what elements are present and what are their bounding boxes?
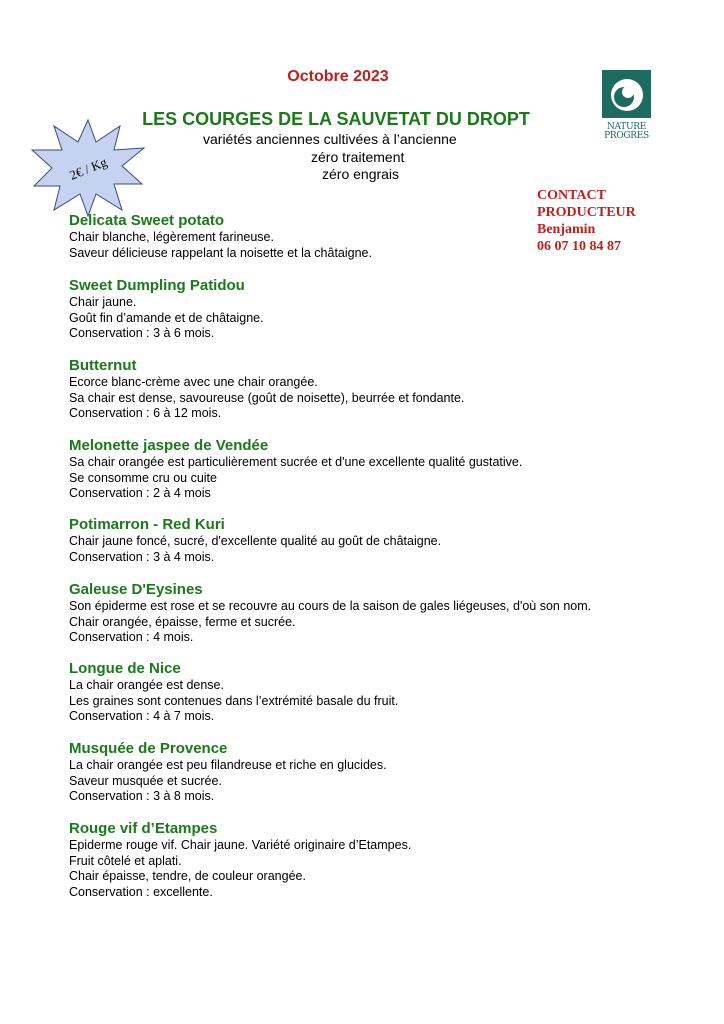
variety-line: Ecorce blanc-crème avec une chair orangée. xyxy=(69,375,318,389)
page-date: Octobre 2023 xyxy=(287,68,389,85)
variety-galeuse xyxy=(69,580,689,646)
variety-line: Les graines sont contenues dans l’extrémité basale du fruit. xyxy=(69,693,399,708)
variety-line: Chair jaune. xyxy=(69,295,137,309)
variety-line: Son épiderme est rose et se recouvre au cours de la saison de gales liégeuses, d'où son nom. xyxy=(69,599,592,613)
producer-label: PRODUCTEUR xyxy=(537,205,636,220)
variety-line: Goût fin d’amande et de châtaigne. xyxy=(69,310,264,325)
variety-line: Conservation : 4 mois. xyxy=(69,630,194,644)
variety-line: Conservation : excellente. xyxy=(69,884,213,899)
variety-name: Butternut xyxy=(69,357,137,374)
variety-musquee xyxy=(69,739,689,805)
price-badge xyxy=(30,118,146,218)
variety-line: Se consomme cru ou cuite xyxy=(69,470,217,485)
variety-longue-de-nice xyxy=(69,659,689,725)
variety-rouge-vif xyxy=(69,819,689,900)
variety-melonette xyxy=(69,436,689,502)
variety-line: Conservation : 3 à 4 mois. xyxy=(69,549,215,564)
variety-name: Galeuse D'Eysines xyxy=(69,581,203,598)
variety-butternut xyxy=(69,356,689,422)
producer-phone[interactable]: 06 07 10 84 87 xyxy=(537,239,621,254)
nature-progres-logo xyxy=(602,70,651,140)
variety-line: Conservation : 3 à 6 mois. xyxy=(69,326,215,340)
variety-line: Sa chair est dense, savoureuse (goût de noisette), beurrée et fondante. xyxy=(69,390,465,405)
variety-line: Chair blanche, légèrement farineuse. xyxy=(69,230,274,244)
variety-line: Fruit côtelé et aplati. xyxy=(69,853,182,868)
variety-name: Potimarron - Red Kuri xyxy=(69,516,225,533)
variety-line: Conservation : 3 à 8 mois. xyxy=(69,789,215,803)
subtitle-no-treatment: zéro traitement xyxy=(311,149,405,165)
variety-name: Musquée de Provence xyxy=(69,740,228,757)
subtitle-no-fertilizer: zéro engrais xyxy=(322,166,400,182)
variety-name: Sweet Dumpling Patidou xyxy=(69,277,245,294)
variety-name: Melonette jaspee de Vendée xyxy=(69,437,269,454)
variety-line: Chair jaune foncé, sucré, d'excellente qualité au goût de châtaigne. xyxy=(69,534,442,548)
variety-potimarron xyxy=(69,515,689,565)
variety-name: Delicata Sweet potato xyxy=(69,212,225,229)
producer-name: Benjamin xyxy=(537,222,596,237)
variety-line: Chair épaisse, tendre, de couleur orangée. xyxy=(69,869,306,883)
variety-name: Rouge vif d’Etampes xyxy=(69,820,218,837)
variety-delicata xyxy=(69,211,689,261)
logo-emblem-icon xyxy=(602,70,651,118)
logo-line-2: PROGRES xyxy=(604,131,649,141)
variety-line: Conservation : 4 à 7 mois. xyxy=(69,709,215,723)
variety-line: Chair orangée, épaisse, ferme et sucrée. xyxy=(69,614,296,629)
variety-line: Sa chair orangée est particulièrement sucrée et d'une excellente qualité gustative. xyxy=(69,455,523,469)
variety-sweet-dumpling xyxy=(69,276,689,342)
variety-line: La chair orangée est dense. xyxy=(69,678,224,692)
variety-line: Epiderme rouge vif. Chair jaune. Variété originaire d’Etampes. xyxy=(69,838,412,852)
contact-label: CONTACT xyxy=(537,188,606,203)
variety-line: Saveur musquée et sucrée. xyxy=(69,773,222,788)
logo-line-1: NATURE xyxy=(606,122,647,132)
subtitle-heritage: variétés anciennes cultivées à l’ancienne xyxy=(203,131,457,147)
variety-line: Conservation : 2 à 4 mois xyxy=(69,486,211,500)
variety-name: Longue de Nice xyxy=(69,660,181,677)
variety-line: Saveur délicieuse rappelant la noisette et la châtaigne. xyxy=(69,245,372,260)
page-title: LES COURGES DE LA SAUVETAT DU DROPT xyxy=(142,109,530,129)
variety-line: Conservation : 6 à 12 mois. xyxy=(69,406,222,420)
price-text: 2€ / Kg xyxy=(67,154,110,183)
variety-line: La chair orangée est peu filandreuse et riche en glucides. xyxy=(69,758,387,772)
